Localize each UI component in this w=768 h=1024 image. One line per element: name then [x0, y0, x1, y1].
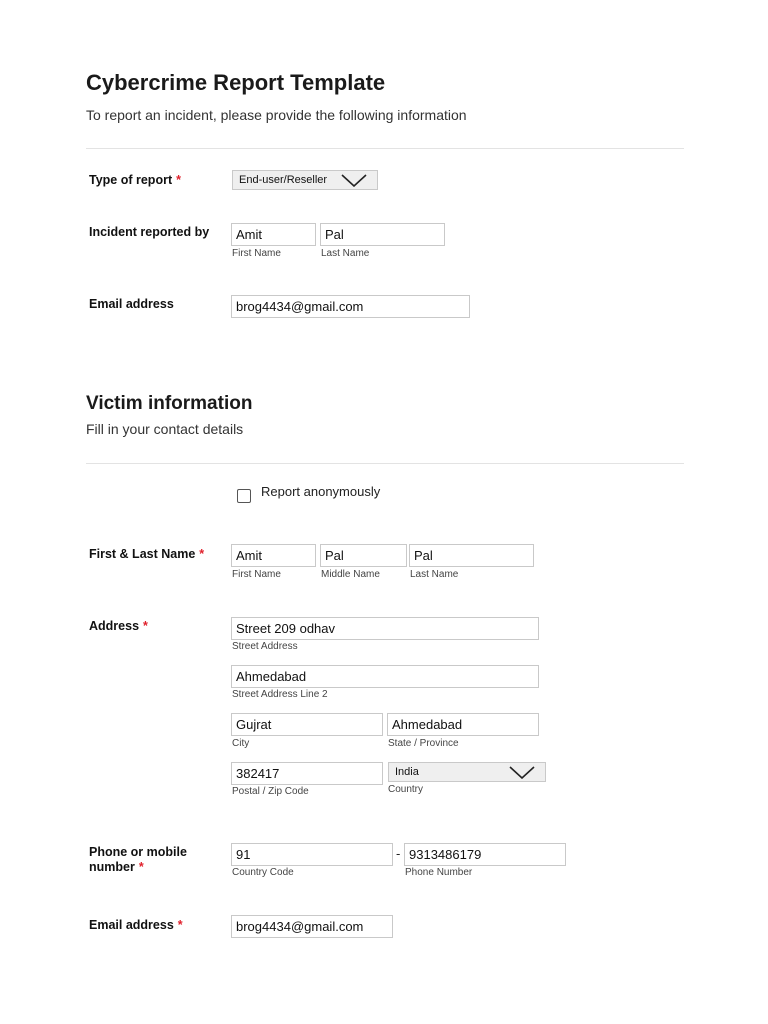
- reporter-email-label: Email address: [89, 297, 174, 311]
- phone-label-line1: Phone or mobile: [89, 845, 187, 859]
- victim-email-input[interactable]: brog4434@gmail.com: [231, 915, 393, 938]
- victim-section-title: Victim information: [86, 393, 253, 414]
- victim-last-name-input[interactable]: Pal: [409, 544, 534, 567]
- city-hint: City: [232, 738, 250, 749]
- victim-section-subtitle: Fill in your contact details: [86, 421, 244, 437]
- phone-label: [89, 845, 187, 875]
- first-name-hint: First Name: [232, 248, 281, 259]
- city-input[interactable]: Gujrat: [231, 713, 383, 736]
- incident-reported-by-label: Incident reported by: [89, 225, 210, 239]
- first-name-hint: First Name: [232, 569, 281, 580]
- victim-first-name-input[interactable]: Amit: [231, 544, 316, 567]
- phone-number-hint: Phone Number: [405, 867, 473, 878]
- street-address-line2-hint: Street Address Line 2: [232, 689, 328, 700]
- phone-number-input[interactable]: 9313486179: [404, 843, 566, 866]
- address-label-text: Address: [89, 619, 140, 633]
- street-address-line2-input[interactable]: Ahmedabad: [231, 665, 539, 688]
- country-code-input[interactable]: 91: [231, 843, 393, 866]
- victim-email-label-text: Email address: [89, 918, 174, 932]
- type-of-report-label: [89, 173, 181, 188]
- required-marker: *: [138, 860, 144, 874]
- postal-code-hint: Postal / Zip Code: [232, 786, 309, 797]
- address-label: [89, 619, 148, 634]
- page-title: Cybercrime Report Template: [86, 70, 386, 95]
- page-subtitle: To report an incident, please provide the following information: [86, 107, 467, 123]
- reporter-email-input[interactable]: brog4434@gmail.com: [231, 295, 470, 318]
- street-address-hint: Street Address: [232, 641, 298, 652]
- street-address-input[interactable]: Street 209 odhav: [231, 617, 539, 640]
- reporter-last-name-input[interactable]: Pal: [320, 223, 445, 246]
- victim-name-label: [89, 547, 204, 562]
- required-marker: *: [177, 918, 183, 932]
- state-input[interactable]: Ahmedabad: [387, 713, 539, 736]
- victim-middle-name-input[interactable]: Pal: [320, 544, 407, 567]
- required-marker: *: [176, 173, 181, 187]
- chevron-down-icon: [509, 766, 535, 779]
- state-hint: State / Province: [388, 738, 459, 749]
- report-anonymously-label[interactable]: Report anonymously: [261, 484, 381, 499]
- phone-separator: -: [396, 846, 401, 861]
- last-name-hint: Last Name: [321, 248, 370, 259]
- victim-name-label-text: First & Last Name: [89, 547, 196, 561]
- divider: [86, 148, 684, 149]
- type-of-report-select[interactable]: [232, 170, 378, 190]
- divider: [86, 463, 684, 464]
- country-hint: Country: [388, 784, 424, 795]
- phone-label-line2: number: [89, 860, 135, 874]
- country-value: India: [395, 766, 419, 778]
- victim-email-label: [89, 918, 183, 933]
- type-of-report-value: End-user/Reseller: [239, 174, 328, 186]
- country-code-hint: Country Code: [232, 867, 294, 878]
- chevron-down-icon: [341, 174, 367, 187]
- middle-name-hint: Middle Name: [321, 569, 380, 580]
- last-name-hint: Last Name: [410, 569, 459, 580]
- reporter-first-name-input[interactable]: Amit: [231, 223, 316, 246]
- type-of-report-label-text: Type of report: [89, 173, 173, 187]
- report-anonymously-checkbox[interactable]: [237, 489, 251, 503]
- required-marker: *: [143, 619, 148, 633]
- required-marker: *: [199, 547, 205, 561]
- postal-code-input[interactable]: 382417: [231, 762, 383, 785]
- country-select[interactable]: [388, 762, 546, 782]
